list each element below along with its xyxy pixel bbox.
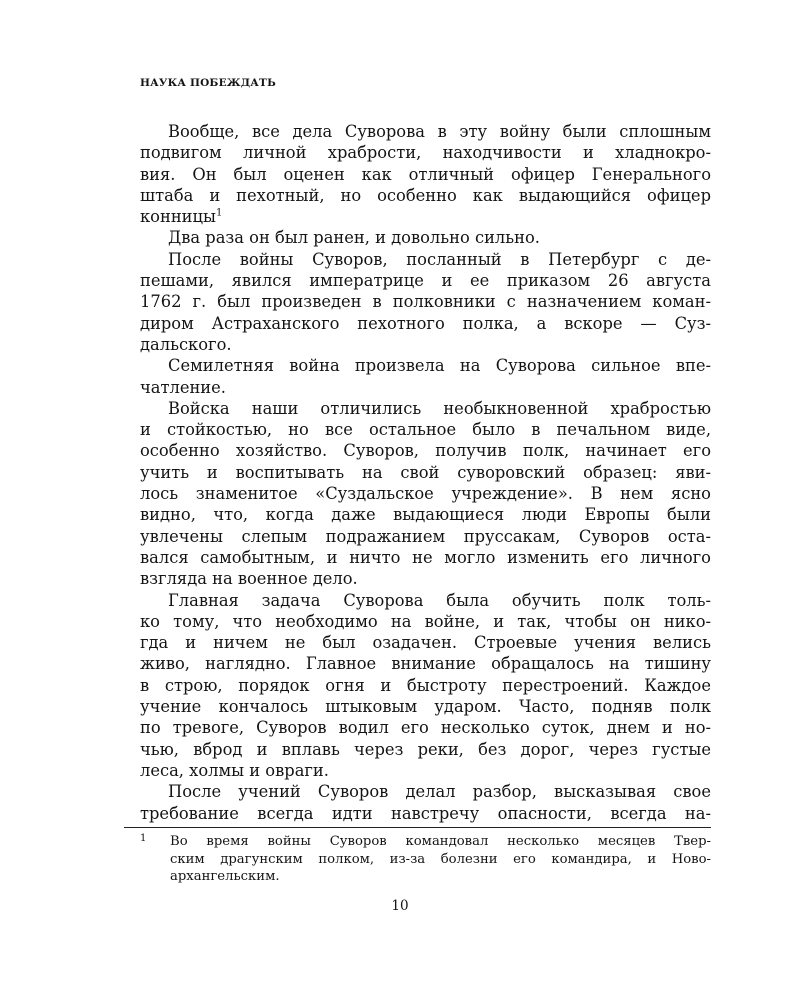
- text-line: Главная задача Суворова была обучить полк толь-: [168, 590, 711, 610]
- text-line: дальского.: [140, 334, 232, 354]
- footnote-divider: [124, 827, 711, 828]
- text-line: Войска наши отличились необыкновенной храбростью: [168, 398, 711, 418]
- footnote-mark: 1: [140, 833, 147, 844]
- text-line: После учений Суворов делал разбор, высказывая свое: [168, 782, 711, 802]
- text-line-with-footnote: [140, 206, 711, 227]
- text-line: После войны Суворов, посланный в Петербург с де-: [168, 249, 711, 269]
- footnote-reference[interactable]: 1: [215, 207, 223, 219]
- footnote: [140, 833, 711, 886]
- text-line: требование всегда идти навстречу опасности, всегда на-: [140, 803, 711, 823]
- text-line: Вообще, все дела Суворова в эту войну были сплошным: [168, 122, 711, 141]
- text-line: конницы: [140, 207, 216, 227]
- text-line: штаба и пехотный, но особенно как выдающийся офицер: [140, 185, 711, 205]
- footnote-line: Во время войны Суворов командовал несколько месяцев Твер-: [170, 834, 711, 849]
- body-text: [140, 121, 711, 824]
- footnote-line: ским драгунским полком, из-за болезни его командира, и Ново-: [170, 851, 711, 867]
- text-line: учить и воспитывать на свой суворовский образец: яви-: [140, 462, 711, 482]
- page-number: 10: [391, 898, 409, 914]
- text-line: пешами, явился императрице и ее приказом 26 августа: [140, 271, 711, 291]
- text-line: и стойкостью, но все остальное было в печальном виде,: [140, 420, 711, 440]
- text-line: гда и ничем не был озадачен. Строевые учения велись: [140, 633, 711, 653]
- text-line: увлечены слепым подражанием пруссакам, Суворов оста-: [140, 526, 711, 546]
- text-line: вался самобытным, и ничто не могло изменить его личного: [140, 547, 711, 567]
- text-line: 1762 г. был произведен в полковники с назначением коман-: [140, 292, 711, 312]
- text-line: ко тому, что необходимо на войне, и так, чтобы он нико-: [140, 611, 711, 631]
- text-line: чью, вброд и вплавь через реки, без дорог, через густые: [140, 739, 711, 759]
- running-head: НАУКА ПОБЕЖДАТЬ: [140, 77, 276, 89]
- footnote-line: архангельским.: [170, 869, 280, 884]
- text-line: взгляда на военное дело.: [140, 569, 358, 589]
- text-line: чатление.: [140, 377, 226, 397]
- text-line: лось знаменитое «Суздальское учреждение». В нем ясно: [140, 484, 711, 504]
- text-line: в строю, порядок огня и быстроту перестроений. Каждое: [140, 675, 711, 695]
- text-line: подвигом личной храбрости, находчивости и хладнокро-: [140, 143, 711, 163]
- text-line: учение кончалось штыковым ударом. Часто, подняв полк: [140, 697, 711, 717]
- text-line: Семилетняя война произвела на Суворова сильное впе-: [168, 356, 711, 376]
- text-line: живо, наглядно. Главное внимание обращалось на тишину: [140, 654, 711, 674]
- text-line: особенно хозяйство. Суворов, получив полк, начинает его: [140, 441, 711, 461]
- text-line: вия. Он был оценен как отличный офицер Генерального: [140, 164, 711, 184]
- text-line: Два раза он был ранен, и довольно сильно.: [168, 228, 540, 248]
- text-line: леса, холмы и овраги.: [140, 760, 329, 780]
- text-line: по тревоге, Суворов водил его несколько суток, днем и но-: [140, 718, 711, 738]
- text-line: диром Астраханского пехотного полка, а вскоре — Суз-: [140, 313, 711, 333]
- text-line: видно, что, когда даже выдающиеся люди Европы были: [140, 505, 711, 525]
